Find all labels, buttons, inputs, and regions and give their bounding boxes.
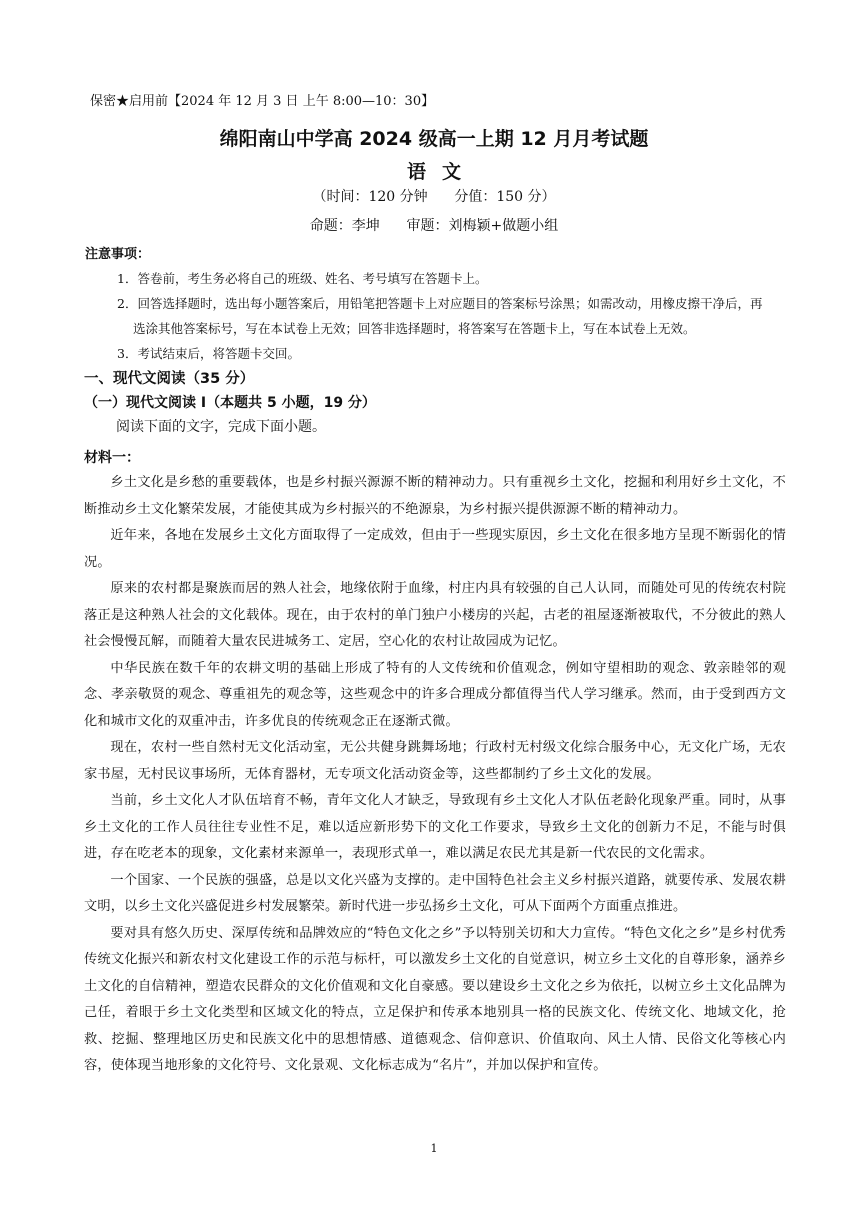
paragraph: 近年来，各地在发展乡土文化方面取得了一定成效，但由于一些现实原因，乡土文化在很多地方呈现不断弱化的情况。 (84, 528, 786, 570)
notes-list (85, 266, 785, 366)
subsection-title: （一）现代文阅读 I（本题共 5 小题，19 分） (84, 395, 376, 411)
paragraph: 中华民族在数千年的农耕文明的基础上形成了特有的人文传统和价值观念，例如守望相助的观念、敦亲睦邻的观念、孝亲敬贤的观念、尊重祖先的观念等，这些观念中的许多合理成分都值得当代人学习继承。然而，由于受到西方文化和城市文化的双重冲击，许多优良的传统观念正在逐渐式微。 (84, 660, 786, 729)
paragraph: 现在，农村一些自然村无文化活动室，无公共健身跳舞场地；行政村无村级文化综合服务中心，无文化广场，无农家书屋，无村民议事场所，无体育器材，无专项文化活动资金等，这些都制约了乡土文化的发展。 (84, 740, 786, 782)
paragraph: 原来的农村都是聚族而居的熟人社会，地缘依附于血缘，村庄内具有较强的自己人认同，而随处可见的传统农村院落正是这种熟人社会的文化载体。现在，由于农村的单门独户小楼房的兴起，古老的祖屋逐渐被取代，不分彼此的熟人社会慢慢瓦解，而随着大量农民进城务工、定居，空心化的农村让故园成为记忆。 (84, 581, 786, 649)
paragraph: 当前，乡土文化人才队伍培育不畅，青年文化人才缺乏，导致现有乡土文化人才队伍老龄化现象严重。同时，从事乡土文化的工作人员往往专业性不足，难以适应新形势下的文化工作要求，导致乡土文化的创新力不足，不能与时俱进，存在吃老本的现象，文化素材来源单一，表现形式单一，难以满足农民尤其是新一代农民的文化需求。 (84, 793, 786, 861)
note-item-2-continued: 选涂其他答案标号，写在本试卷上无效；回答非选择题时，将答案写在答题卡上，写在本试卷上无效。 (133, 321, 696, 336)
note-item-2: 2．回答选择题时，选出每小题答案后，用铅笔把答题卡上对应题目的答案标号涂黑；如需改动，用橡皮擦干净后，再 (117, 296, 763, 311)
reading-passage (84, 470, 786, 1080)
notes-heading: 注意事项： (85, 247, 151, 262)
exam-authors: 命题：李坤 审题：刘梅颖+做题小组 (309, 218, 559, 234)
section-title: 一、现代文阅读（35 分） (84, 371, 255, 387)
exam-time-info: （时间：120 分钟 分值：150 分） (312, 189, 556, 205)
paragraph: 要对具有悠久历史、深厚传统和品牌效应的“特色文化之乡”予以特别关切和大力宣传。“特色文化之乡”是乡村优秀传统文化振兴和新农村文化建设工作的示范与标杆，可以激发乡土文化的自觉意识，树立乡土文化的自尊形象，涵养乡土文化的自信精神，塑造农民群众的文化价值观和文化自豪感。要以建设乡土文化之乡为依托，以树立乡土文化品牌为己任，着眼于乡土文化类型和区域文化的特点，立足保护和传承本地别具一格的民族文化、传统文化、地域文化，抢救、挖掘、整理地区历史和民族文化中的思想情感、道德观念、信仰意识、价值取向、风土人情、民俗文化等核心内容，使体现当地形象的文化符号、文化景观、文化标志成为“名片”，并加以保护和宣传。 (84, 925, 786, 1073)
note-item-3: 3．考试结束后，将答题卡交回。 (117, 346, 300, 361)
material-label: 材料一： (84, 450, 140, 466)
paragraph: 一个国家、一个民族的强盛，总是以文化兴盛为支撑的。走中国特色社会主义乡村振兴道路，就要传承、发展农耕文明，以乡土文化兴盛促进乡村发展繁荣。新时代进一步弘扬乡土文化，可从下面两个方面重点推进。 (84, 872, 786, 914)
exam-subject: 语文 (406, 161, 477, 183)
paragraph: 乡土文化是乡愁的重要载体，也是乡村振兴源源不断的精神动力。只有重视乡土文化，挖掘和利用好乡土文化，不断推动乡土文化繁荣发展，才能使其成为乡村振兴的不绝源泉，为乡村振兴提供源源不断的精神动力。 (84, 475, 786, 517)
note-item-1: 1．答卷前，考生务必将自己的班级、姓名、考号填写在答题卡上。 (117, 271, 488, 286)
exam-title: 绵阳南山中学高 2024 级高一上期 12 月月考试题 (219, 128, 649, 150)
page-number: 1 (430, 1142, 438, 1155)
reading-instruction: 阅读下面的文字，完成下面小题。 (116, 419, 326, 435)
confidential-header: 保密★启用前【2024 年 12 月 3 日 上午 8:00—10：30】 (90, 94, 435, 109)
